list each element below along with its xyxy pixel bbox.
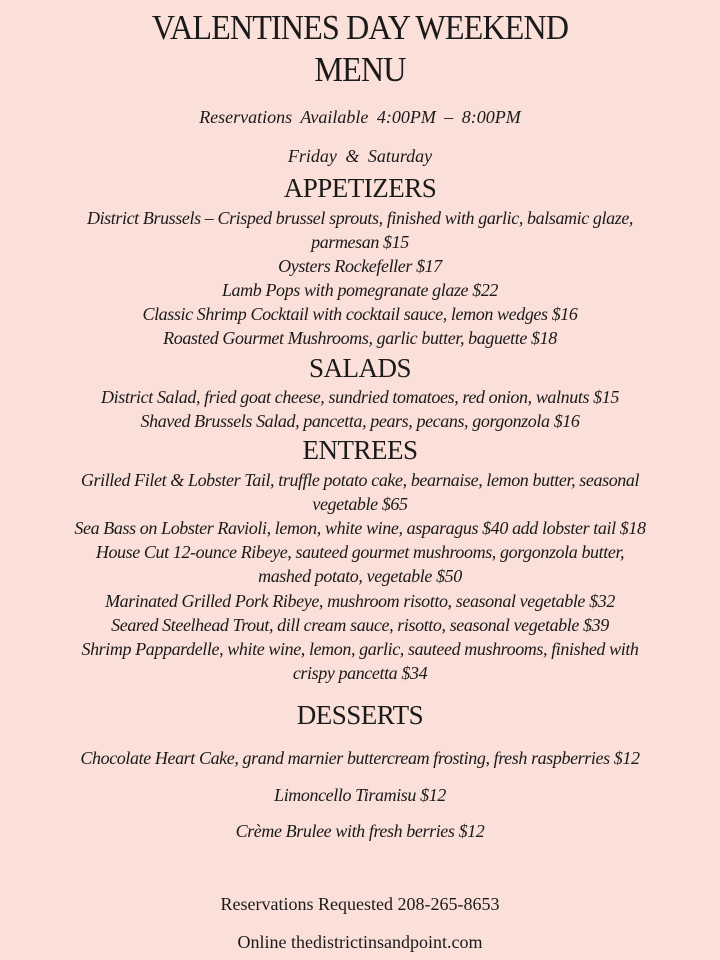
salad-line: Shaved Brussels Salad, pancetta, pears, pecans, gorgonzola $16 (140, 411, 580, 431)
appetizers-heading: APPETIZERS (283, 173, 437, 203)
appetizer-line: District Brussels – Crisped brussel sprouts, finished with garlic, balsamic glaze, (86, 208, 634, 228)
dessert-line: Chocolate Heart Cake, grand marnier buttercream frosting, fresh raspberries $12 (80, 748, 640, 768)
desserts-heading: DESSERTS (296, 700, 424, 730)
entree-line: Shrimp Pappardelle, white wine, lemon, garlic, sauteed mushrooms, finished with (81, 639, 639, 659)
entree-line: Sea Bass on Lobster Ravioli, lemon, white wine, asparagus $40 add lobster tail $18 (74, 518, 646, 538)
reservations-hours: Reservations Available 4:00PM – 8:00PM (199, 107, 521, 127)
entree-line: vegetable $65 (312, 494, 408, 514)
entree-line: Seared Steelhead Trout, dill cream sauce, risotto, seasonal vegetable $39 (111, 615, 609, 635)
dessert-line: Limoncello Tiramisu $12 (274, 785, 446, 805)
appetizer-line: Roasted Gourmet Mushrooms, garlic butter, baguette $18 (163, 328, 557, 348)
entree-line: House Cut 12-ounce Ribeye, sauteed gourmet mushrooms, gorgonzola butter, (95, 542, 625, 562)
menu-title-line1: VALENTINES DAY WEEKEND (151, 8, 569, 47)
entree-line: Grilled Filet & Lobster Tail, truffle potato cake, bearnaise, lemon butter, seasonal (80, 470, 640, 490)
salad-line: District Salad, fried goat cheese, sundried tomatoes, red onion, walnuts $15 (101, 387, 619, 407)
appetizer-line: Classic Shrimp Cocktail with cocktail sauce, lemon wedges $16 (142, 304, 578, 324)
salads-heading: SALADS (308, 353, 412, 383)
entree-line: Marinated Grilled Pork Ribeye, mushroom risotto, seasonal vegetable $32 (105, 591, 615, 611)
entrees-heading: ENTREES (302, 435, 418, 465)
appetizer-line: parmesan $15 (311, 232, 409, 252)
entree-line: crispy pancetta $34 (292, 663, 428, 683)
reservation-phone: Reservations Requested 208-265-8653 (220, 894, 500, 914)
entree-line: mashed potato, vegetable $50 (258, 566, 462, 586)
menu-title-line2: MENU (314, 50, 406, 89)
dessert-line: Crème Brulee with fresh berries $12 (235, 821, 485, 841)
appetizer-line: Oysters Rockefeller $17 (278, 256, 442, 276)
service-days: Friday & Saturday (287, 146, 433, 166)
appetizer-line: Lamb Pops with pomegranate glaze $22 (221, 280, 499, 300)
website-line: Online thedistrictinsandpoint.com (237, 932, 483, 952)
